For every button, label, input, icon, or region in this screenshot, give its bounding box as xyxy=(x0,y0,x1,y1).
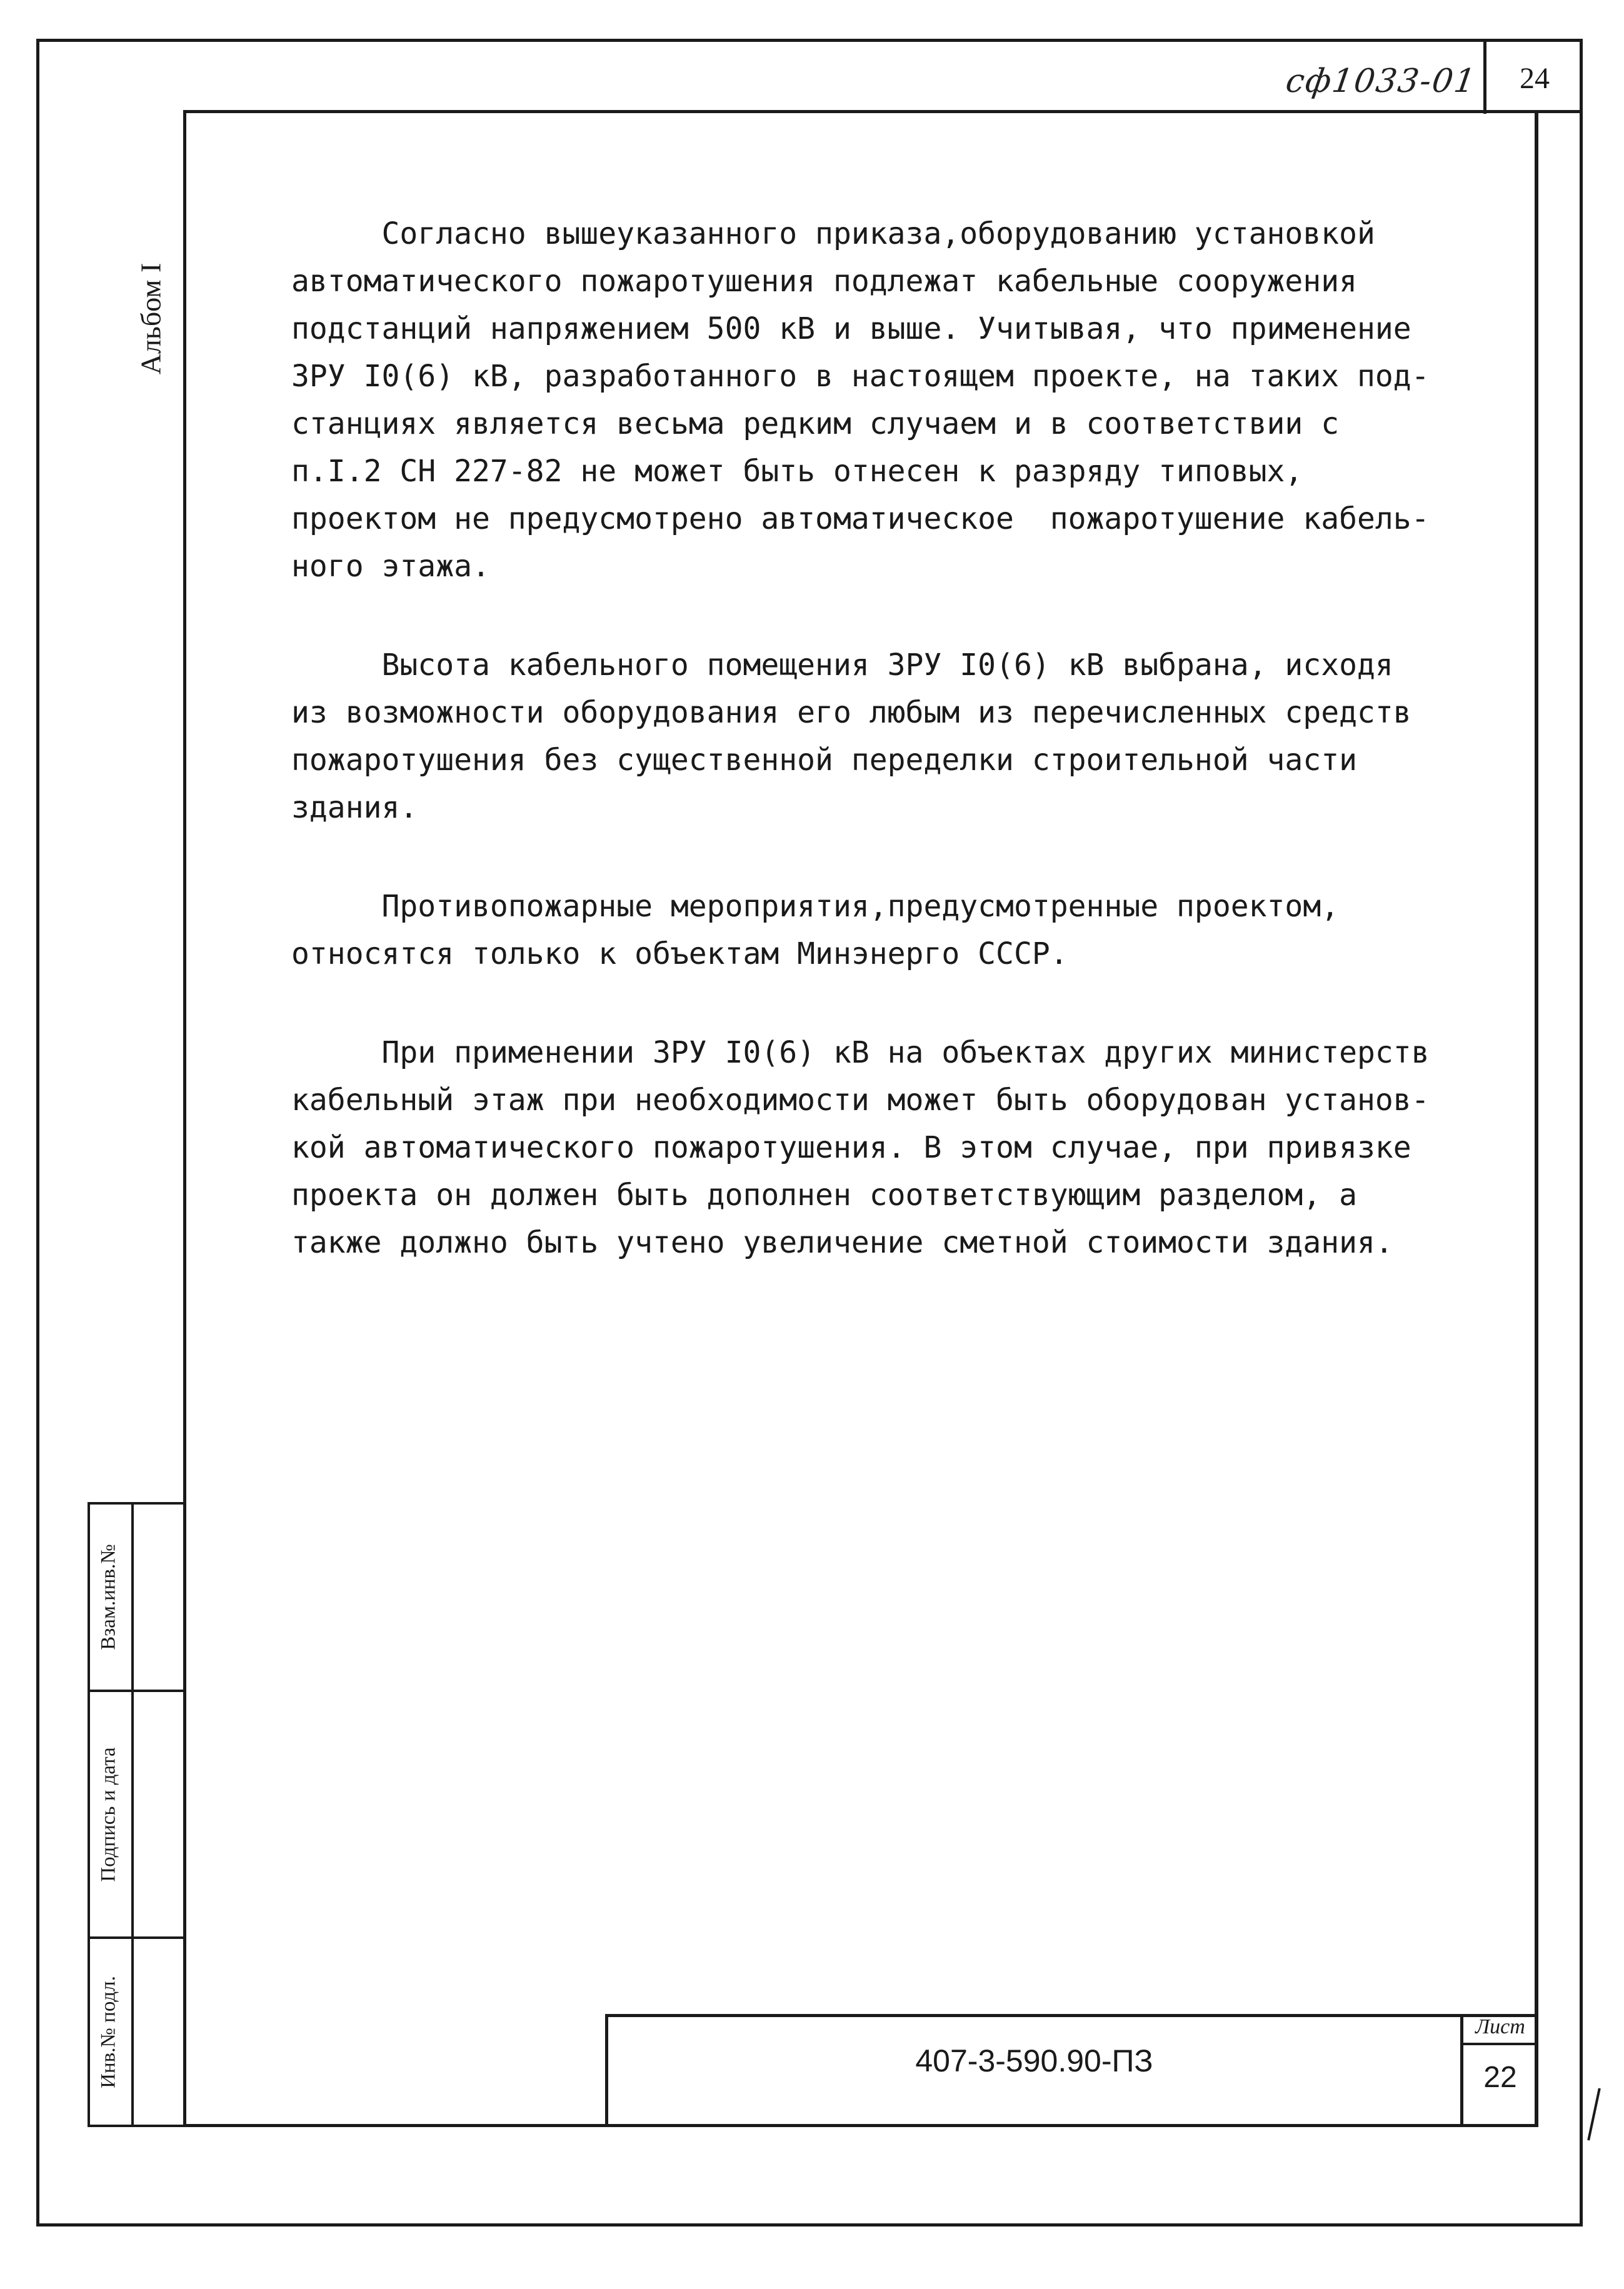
text-line: Высота кабельного помещения ЗРУ I0(6) кВ выбрана, исходя xyxy=(291,648,1393,683)
text-line: подстанций напряжением 500 кВ и выше. Учитывая, что применение xyxy=(291,311,1411,346)
paragraph-gap xyxy=(291,590,1516,641)
page-number-box-left-border xyxy=(1483,39,1486,114)
body-text xyxy=(291,210,1516,1266)
text-line: ЗРУ I0(6) кВ, разработанного в настоящем проекте, на таких под- xyxy=(291,359,1430,394)
handwritten-archive-code: сф1033-01 xyxy=(1283,63,1479,100)
text-line: При применении ЗРУ I0(6) кВ на объектах других министерств xyxy=(291,1035,1430,1070)
paragraph xyxy=(291,641,1516,831)
text-line: пожаротушения без существенной переделки строительной части xyxy=(291,743,1358,778)
stamp-row-divider-2 xyxy=(88,1936,185,1939)
text-line: автоматического пожаротушения подлежат кабельные сооружения xyxy=(291,264,1358,299)
album-label xyxy=(123,219,179,419)
sheet-label: Лист xyxy=(1475,2015,1525,2038)
stamp-column xyxy=(88,1502,185,2127)
text-line: здания. xyxy=(291,790,418,825)
paragraph xyxy=(291,210,1516,590)
paragraph-gap xyxy=(291,978,1516,1029)
album-label-text: Альбом I xyxy=(134,263,167,375)
text-line: также должно быть учтено увеличение сметной стоимости здания. xyxy=(291,1225,1393,1260)
page-number: 24 xyxy=(1520,62,1550,95)
scan-edge-mark xyxy=(1587,2088,1601,2141)
text-line: Согласно вышеуказанного приказа,оборудованию установкой xyxy=(291,216,1375,251)
text-line: Противопожарные мероприятия,предусмотренные проектом, xyxy=(291,889,1340,924)
stamp-label-replacement-inventory: Взам.инв.№ xyxy=(97,1544,120,1650)
stamp-cell-signature-date xyxy=(90,1692,128,1936)
stamp-cell-replacement-inventory xyxy=(90,1505,128,1690)
text-line: проектом не предусмотрено автоматическое пожаротушение кабель- xyxy=(291,501,1430,536)
stamp-column-divider xyxy=(131,1502,134,2127)
title-block-bottom-border xyxy=(183,2124,1538,2127)
text-line: ного этажа. xyxy=(291,549,490,584)
text-line: станциях является весьма редким случаем и в соответствии с xyxy=(291,406,1340,441)
text-line: проекта он должен быть дополнен соответствующим разделом, а xyxy=(291,1178,1358,1213)
stamp-column-bottom-border xyxy=(88,2125,185,2127)
paragraph-gap xyxy=(291,831,1516,883)
sheet-number: 22 xyxy=(1483,2061,1517,2094)
document-code: 407-3-590.90-ПЗ xyxy=(915,2043,1153,2078)
text-line: п.I.2 СН 227-82 не может быть отнесен к разряду типовых, xyxy=(291,454,1303,489)
text-line: из возможности оборудования его любым из перечисленных средств xyxy=(291,695,1411,730)
text-line: кой автоматического пожаротушения. В этом случае, при привязке xyxy=(291,1130,1411,1165)
stamp-label-signature-date: Подпись и дата xyxy=(97,1746,120,1882)
paragraph xyxy=(291,883,1516,978)
stamp-cell-inventory-original xyxy=(90,1940,128,2125)
page-number-box-bottom-border xyxy=(1483,110,1583,113)
paragraph xyxy=(291,1029,1516,1266)
title-block-top-border xyxy=(605,2014,1538,2017)
text-line: относятся только к объектам Минэнерго СССР. xyxy=(291,936,1068,971)
stamp-label-inventory-original: Инв.№ подл. xyxy=(97,1976,120,2088)
text-line: кабельный этаж при необходимости может быть оборудован установ- xyxy=(291,1083,1430,1118)
sheet-column-divider xyxy=(1460,2043,1538,2045)
